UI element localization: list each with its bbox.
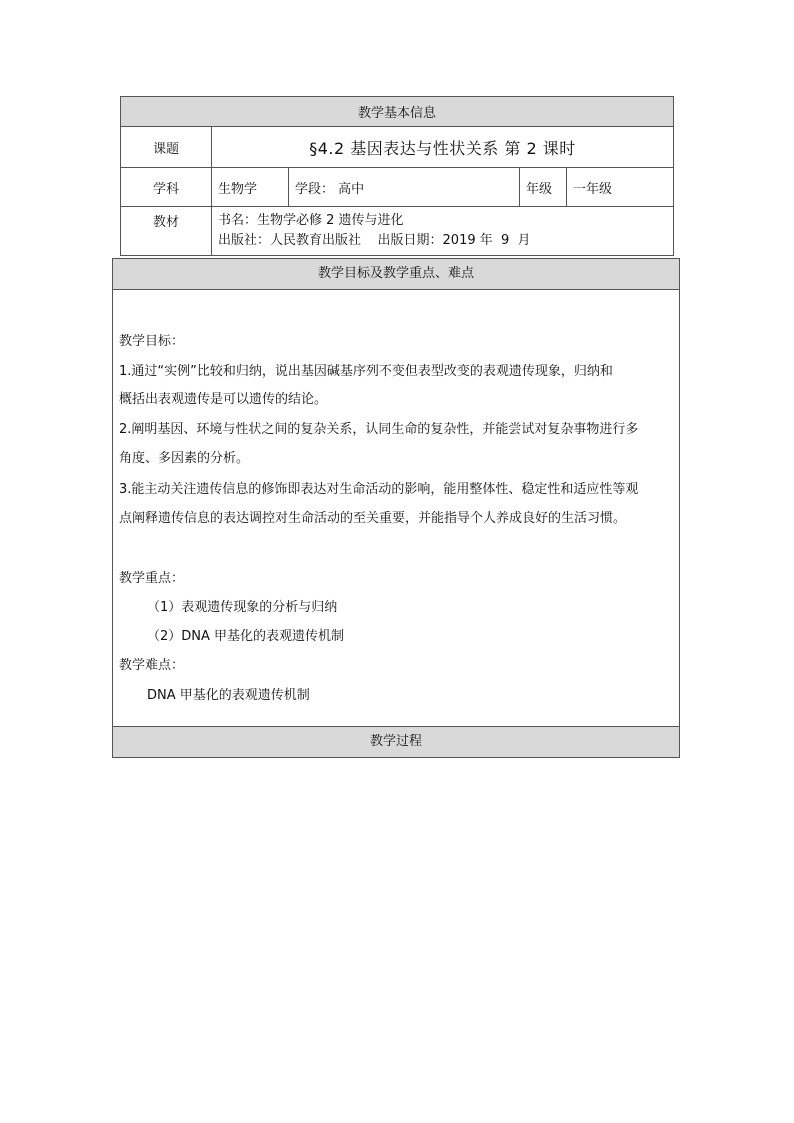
goals-body <box>113 290 679 728</box>
material-details <box>212 207 674 256</box>
objective-3-line-2: 点阐释遗传信息的表达调控对生命活动的至关重要，并能指导个人养成良好的生活习惯。 <box>119 511 627 526</box>
objective-1-line-2: 概括出表观遗传是可以遗传的结论。 <box>119 392 328 407</box>
book-line: 书名：生物学必修 2 遗传与进化 <box>218 213 404 228</box>
objectives-title: 教学目标： <box>119 334 185 349</box>
subject-label: 学科 <box>121 168 212 207</box>
topic-label: 课题 <box>121 127 212 168</box>
subject-value: 生物学 <box>212 168 289 207</box>
grade-value: 一年级 <box>567 168 674 207</box>
basic-info-table <box>120 96 674 256</box>
difficulty-title: 教学难点： <box>119 658 185 673</box>
material-label: 教材 <box>121 207 212 256</box>
key-point-2: （2）DNA 甲基化的表观遗传机制 <box>147 629 345 644</box>
key-points-title: 教学重点： <box>119 571 185 586</box>
objective-3-line-1: 3.能主动关注遗传信息的修饰即表达对生命活动的影响，能用整体性、稳定性和适应性等观 <box>119 482 639 497</box>
process-header: 教学过程 <box>113 726 679 757</box>
key-point-1: （1）表观遗传现象的分析与归纳 <box>147 600 338 615</box>
topic-value: §4.2 基因表达与性状关系 第 2 课时 <box>212 127 674 168</box>
goals-header: 教学目标及教学重点、难点 <box>113 259 679 290</box>
publisher-line: 出版社：人民教育出版社 出版日期：2019 年 9 月 <box>218 233 531 248</box>
stage-label: 学段： 高中 <box>289 168 520 207</box>
goals-section <box>112 258 680 758</box>
basic-info-header: 教学基本信息 <box>121 97 674 127</box>
objective-2-line-1: 2.阐明基因、环境与性状之间的复杂关系，认同生命的复杂性，并能尝试对复杂事物进行多 <box>119 422 639 437</box>
difficulty-item: DNA 甲基化的表观遗传机制 <box>147 688 310 703</box>
grade-label: 年级 <box>520 168 567 207</box>
objective-2-line-2: 角度、多因素的分析。 <box>119 451 250 466</box>
objective-1-line-1: 1.通过“实例”比较和归纳，说出基因碱基序列不变但表型改变的表观遗传现象，归纳和 <box>119 364 613 379</box>
